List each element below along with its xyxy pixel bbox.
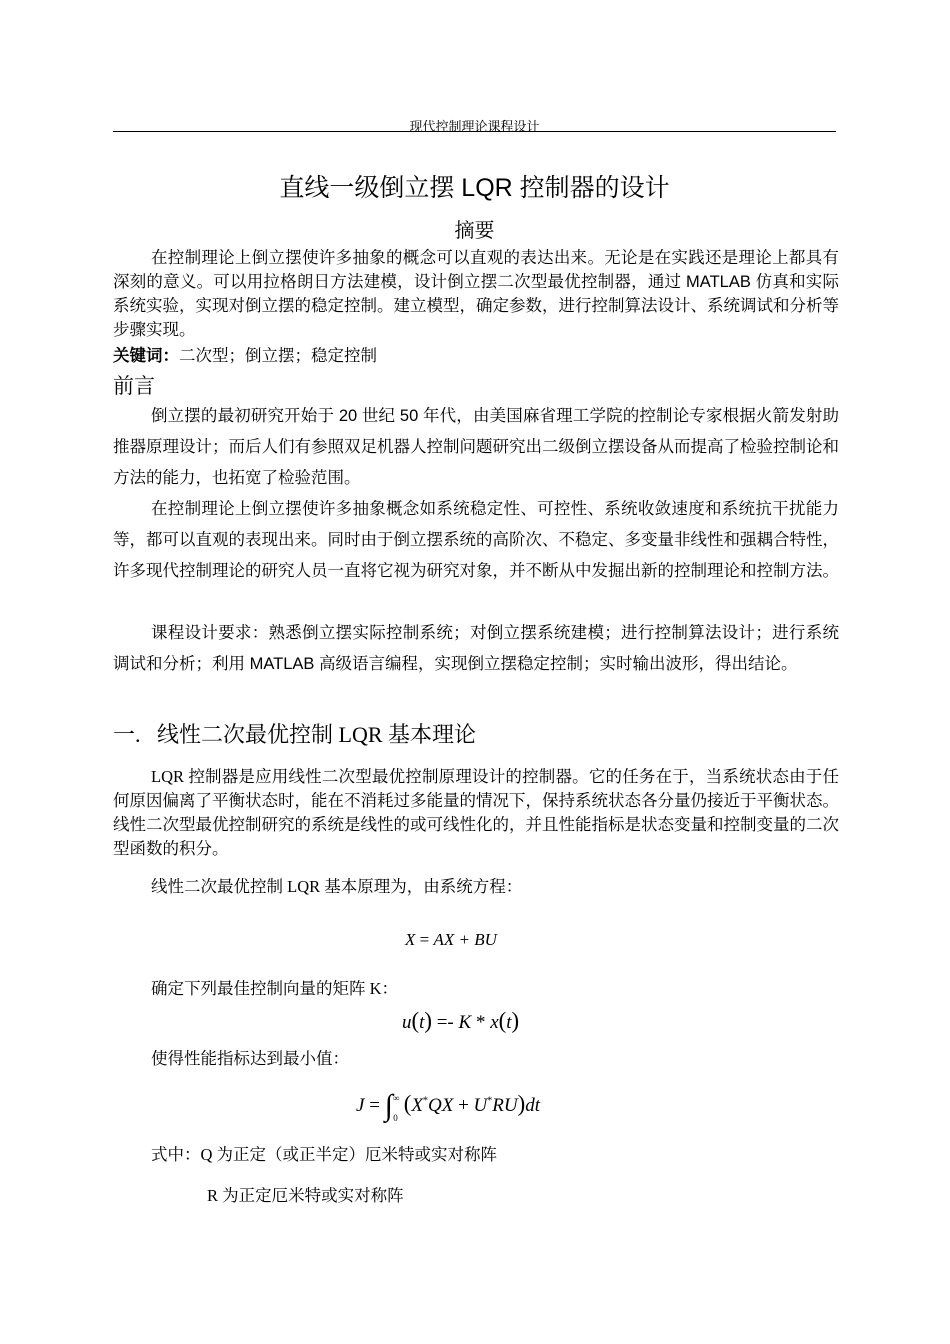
abstract-text: 在控制理论上倒立摆使许多抽象的概念可以直观的表达出来。无论是在实践还是理论上都具有深刻的意义。可以用拉格朗日方法建模，设计倒立摆二次型最优控制器，通过 MATLAB 仿真和实际系统实验，实现对倒立摆的稳定控制。建立模型，确定参数，进行控制算法设计、系统调试和分析等步骤实现。 xyxy=(113,249,839,339)
eq2-x: x xyxy=(490,1012,499,1033)
eq2-k: K xyxy=(458,1012,472,1033)
eq3-star: * xyxy=(423,1095,428,1107)
eq3-star2: * xyxy=(487,1095,493,1107)
keywords-line xyxy=(113,344,377,368)
section-title: 线性二次最优控制 LQR 基本理论 xyxy=(157,722,477,747)
document-title: 直线一级倒立摆 LQR 控制器的设计 xyxy=(279,174,670,202)
minimize-line: 使得性能指标达到最小值： xyxy=(151,1049,349,1068)
eq2-t2: t xyxy=(506,1012,512,1033)
running-header: 现代控制理论课程设计 xyxy=(409,119,540,134)
preface-paragraph: 课程设计要求：熟悉倒立摆实际控制系统；对倒立摆系统建模；进行控制算法设计；进行系统调试和分析；利用 MATLAB 高级语言编程，实现倒立摆稳定控制；实时输出波形，得出结论。 xyxy=(113,624,839,673)
keywords-value: 二次型；倒立摆；稳定控制 xyxy=(179,347,377,365)
principle-line: 线性二次最优控制 LQR 基本原理为，由系统方程： xyxy=(151,877,523,896)
eq1-lhs: X xyxy=(405,930,416,949)
header-rule xyxy=(113,131,836,132)
section-heading xyxy=(113,718,476,749)
where-q-line: 式中：Q 为正定（或正半定）厄米特或实对称阵 xyxy=(151,1145,498,1164)
performance-index-equation: $J = \int^\infty_0(X^*QX + U^*RU)dt$ xyxy=(356,1089,540,1123)
control-law-equation: u(t) =- K * x(t) xyxy=(402,1008,520,1033)
eq3-dt: dt xyxy=(525,1095,540,1116)
section-intro-paragraph: LQR 控制器是应用线性二次型最优控制原理设计的控制器。它的任务在于，当系统状态由于任何原因偏离了平衡状态时，能在不消耗过多能量的情况下，保持系统状态各分量仍接近于平衡状态。线性二次型最优控制研究的系统是线性的或可线性化的，并且性能指标是状态变量和控制变量的二次型函数的积分。 xyxy=(113,767,839,858)
eq1-rhs: AX + BU xyxy=(433,930,497,949)
where-r-line: R 为正定厄米特或实对称阵 xyxy=(207,1186,404,1205)
eq2-t: t xyxy=(419,1012,425,1033)
eq3-q: QX xyxy=(428,1095,454,1116)
eq3-j: J xyxy=(356,1095,365,1116)
abstract-heading: 摘要 xyxy=(454,220,495,242)
preface-heading: 前言 xyxy=(113,374,155,398)
integral-sign: ∫ xyxy=(384,1089,393,1122)
keywords-label: 关键词： xyxy=(113,347,179,365)
eq3-r: RU xyxy=(492,1095,518,1116)
preface-paragraph: 倒立摆的最初研究开始于 20 世纪 50 年代，由美国麻省理工学院的控制论专家根据火箭发射助推器原理设计；而后人们有参照双足机器人控制问题研究出二级倒立摆设备从而提高了检验控制论和方法的能力，也拓宽了检验范围。 xyxy=(113,407,839,487)
section-number: 一. xyxy=(113,722,141,747)
system-equation: X = AX + BU xyxy=(405,930,497,949)
eq3-x: X xyxy=(411,1095,423,1116)
integral-upper-limit: ∞ xyxy=(392,1093,400,1103)
determine-line: 确定下列最佳控制向量的矩阵 K： xyxy=(151,979,399,998)
eq3-u: U xyxy=(473,1095,488,1116)
preface-paragraph: 在控制理论上倒立摆使许多抽象概念如系统稳定性、可控性、系统收敛速度和系统抗干扰能力等，都可以直观的表现出来。同时由于倒立摆系统的高阶次、不稳定、多变量非线性和强耦合特性，许多现代控制理论的研究人员一直将它视为研究对象，并不断从中发掘出新的控制理论和控制方法。 xyxy=(113,500,839,580)
eq2-u: u xyxy=(402,1012,412,1033)
integral-lower-limit: 0 xyxy=(393,1113,398,1123)
